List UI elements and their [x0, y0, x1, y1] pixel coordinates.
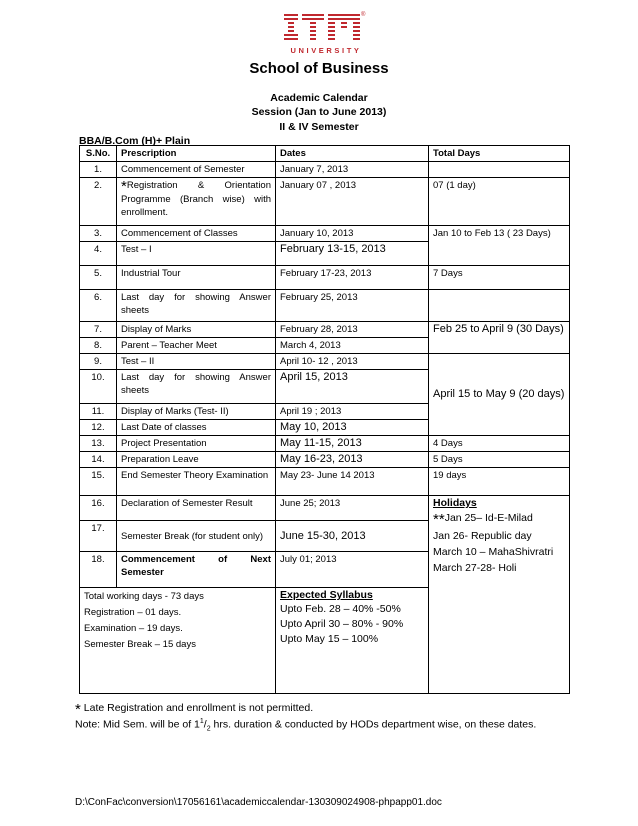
row-sno: 5.	[80, 266, 117, 290]
row-date: June 25; 2013	[276, 496, 429, 521]
row-total	[429, 162, 570, 178]
row-prescription: Industrial Tour	[117, 266, 276, 290]
asterisk-mark: *	[121, 178, 127, 195]
table-row	[80, 322, 570, 338]
expected-syllabus-cell	[276, 588, 429, 694]
program-label: BBA/B.Com (H)+ Plain	[79, 135, 191, 147]
row-prescription: Commencement of Semester	[117, 162, 276, 178]
row-date: June 15-30, 2013	[276, 521, 429, 552]
table-row	[80, 290, 570, 322]
row-prescription: Test – I	[117, 242, 276, 266]
row-date: February 17-23, 2013	[276, 266, 429, 290]
row-prescription: Declaration of Semester Result	[117, 496, 276, 521]
mid-sem-note: Note: Mid Sem. will be of $1^1/_2$ hrs. duration & conducted by HODs department wise, on these dates.	[75, 718, 537, 733]
row-prescription: Display of Marks	[117, 322, 276, 338]
row-sno: 6.	[80, 290, 117, 322]
table-row	[80, 178, 570, 226]
row-total: 5 Days	[429, 452, 570, 468]
row-sno: 9.	[80, 354, 117, 370]
col-header-total-days: Total Days	[429, 146, 570, 162]
row-prescription: *Registration & Orientation Programme (Branch wise) with enrollment.	[117, 178, 276, 226]
row-prescription: Semester Break (for student only)	[117, 521, 276, 552]
row-prescription: End Semester Theory Examination	[117, 468, 276, 496]
itm-logo-mark	[284, 14, 360, 41]
row-date: January 10, 2013	[276, 226, 429, 242]
row-date: April 10- 12 , 2013	[276, 354, 429, 370]
row-date: May 10, 2013	[276, 420, 429, 436]
syllabus-item: Upto May 15 – 100%	[280, 633, 379, 645]
row-sno: 10.	[80, 370, 117, 404]
row-total: Feb 25 to April 9 (30 Days)	[429, 322, 570, 354]
col-header-sno: S.No.	[80, 146, 117, 162]
row-sno: 4.	[80, 242, 117, 266]
row-date: May 11-15, 2013	[276, 436, 429, 452]
row-sno: 7.	[80, 322, 117, 338]
summary-line: Examination – 19 days.	[84, 623, 183, 634]
row-date: February 28, 2013	[276, 322, 429, 338]
row-prescription: Last day for showing Answer sheets	[117, 290, 276, 322]
table-row	[80, 266, 570, 290]
row-sno: 2.	[80, 178, 117, 226]
row-prescription: Preparation Leave	[117, 452, 276, 468]
semester-title: II & IV Semester	[279, 121, 359, 133]
file-path-footer: D:\ConFac\conversion\17056161\academiccalendar-130309024908-phpapp01.doc	[75, 797, 442, 808]
row-total: 7 Days	[429, 266, 570, 290]
row-prescription: Last day for showing Answer sheets	[117, 370, 276, 404]
calendar-title: Academic Calendar	[270, 92, 368, 104]
row-sno: 11.	[80, 404, 117, 420]
row-sno: 12.	[80, 420, 117, 436]
row-total: Jan 10 to Feb 13 ( 23 Days)	[429, 226, 570, 266]
summary-line: Semester Break – 15 days	[84, 639, 196, 650]
row-prescription: Commencement of Next Semester	[117, 552, 276, 588]
asterisk-mark: *	[75, 701, 81, 718]
expected-syllabus-heading: Expected Syllabus	[280, 589, 373, 601]
holiday-item: March 27-28- Holi	[433, 562, 517, 574]
row-date: July 01; 2013	[276, 552, 429, 588]
row-sno: 1.	[80, 162, 117, 178]
table-row	[80, 452, 570, 468]
row-sno: 15.	[80, 468, 117, 496]
working-days-summary	[80, 588, 276, 694]
row-sno: 16.	[80, 496, 117, 521]
holiday-item: **Jan 25– Id-E-Milad	[433, 511, 533, 528]
row-prescription: Parent – Teacher Meet	[117, 338, 276, 354]
table-header-row	[80, 146, 570, 162]
summary-line: Total working days - 73 days	[84, 591, 204, 602]
syllabus-item: Upto April 30 – 80% - 90%	[280, 618, 404, 630]
itm-university-logo	[284, 14, 368, 56]
row-total	[429, 290, 570, 322]
registered-mark: ®	[361, 12, 366, 18]
holidays-cell	[429, 496, 570, 694]
table-row	[80, 496, 570, 521]
row-sno: 13.	[80, 436, 117, 452]
holiday-item: Jan 26- Republic day	[433, 530, 532, 542]
row-sno: 17.	[80, 521, 117, 552]
row-prescription: Test – II	[117, 354, 276, 370]
row-prescription: Project Presentation	[117, 436, 276, 452]
col-header-dates: Dates	[276, 146, 429, 162]
session-title: Session (Jan to June 2013)	[251, 106, 387, 118]
row-sno: 18.	[80, 552, 117, 588]
row-date: March 4, 2013	[276, 338, 429, 354]
syllabus-item: Upto Feb. 28 – 40% -50%	[280, 603, 401, 615]
summary-line: Registration – 01 days.	[84, 607, 182, 618]
holidays-heading: Holidays	[433, 497, 477, 509]
double-asterisk-mark: **	[433, 511, 445, 528]
table-row	[80, 226, 570, 242]
col-header-prescription: Prescription	[117, 146, 276, 162]
row-total: 07 (1 day)	[429, 178, 570, 226]
row-date: April 19 ; 2013	[276, 404, 429, 420]
row-total: 4 Days	[429, 436, 570, 452]
row-prescription: Display of Marks (Test- II)	[117, 404, 276, 420]
table-row	[80, 354, 570, 370]
row-date: April 15, 2013	[276, 370, 429, 404]
row-prescription: Commencement of Classes	[117, 226, 276, 242]
row-total: April 15 to May 9 (20 days)	[429, 354, 570, 436]
row-sno: 3.	[80, 226, 117, 242]
table-row	[80, 162, 570, 178]
row-sno: 14.	[80, 452, 117, 468]
table-row	[80, 468, 570, 496]
row-date: January 07 , 2013	[276, 178, 429, 226]
late-registration-note: * Late Registration and enrollment is not permitted.	[75, 701, 314, 718]
row-date: May 23- June 14 2013	[276, 468, 429, 496]
row-prescription: Last Date of classes	[117, 420, 276, 436]
academic-calendar-table	[79, 145, 570, 694]
row-sno: 8.	[80, 338, 117, 354]
school-title: School of Business	[249, 60, 389, 77]
logo-university-word: UNIVERSITY	[290, 46, 362, 55]
row-date: May 16-23, 2013	[276, 452, 429, 468]
row-date: February 13-15, 2013	[276, 242, 429, 266]
holiday-item: March 10 – MahaShivratri	[433, 546, 554, 558]
table-row	[80, 436, 570, 452]
row-date: January 7, 2013	[276, 162, 429, 178]
row-date: February 25, 2013	[276, 290, 429, 322]
row-total: 19 days	[429, 468, 570, 496]
